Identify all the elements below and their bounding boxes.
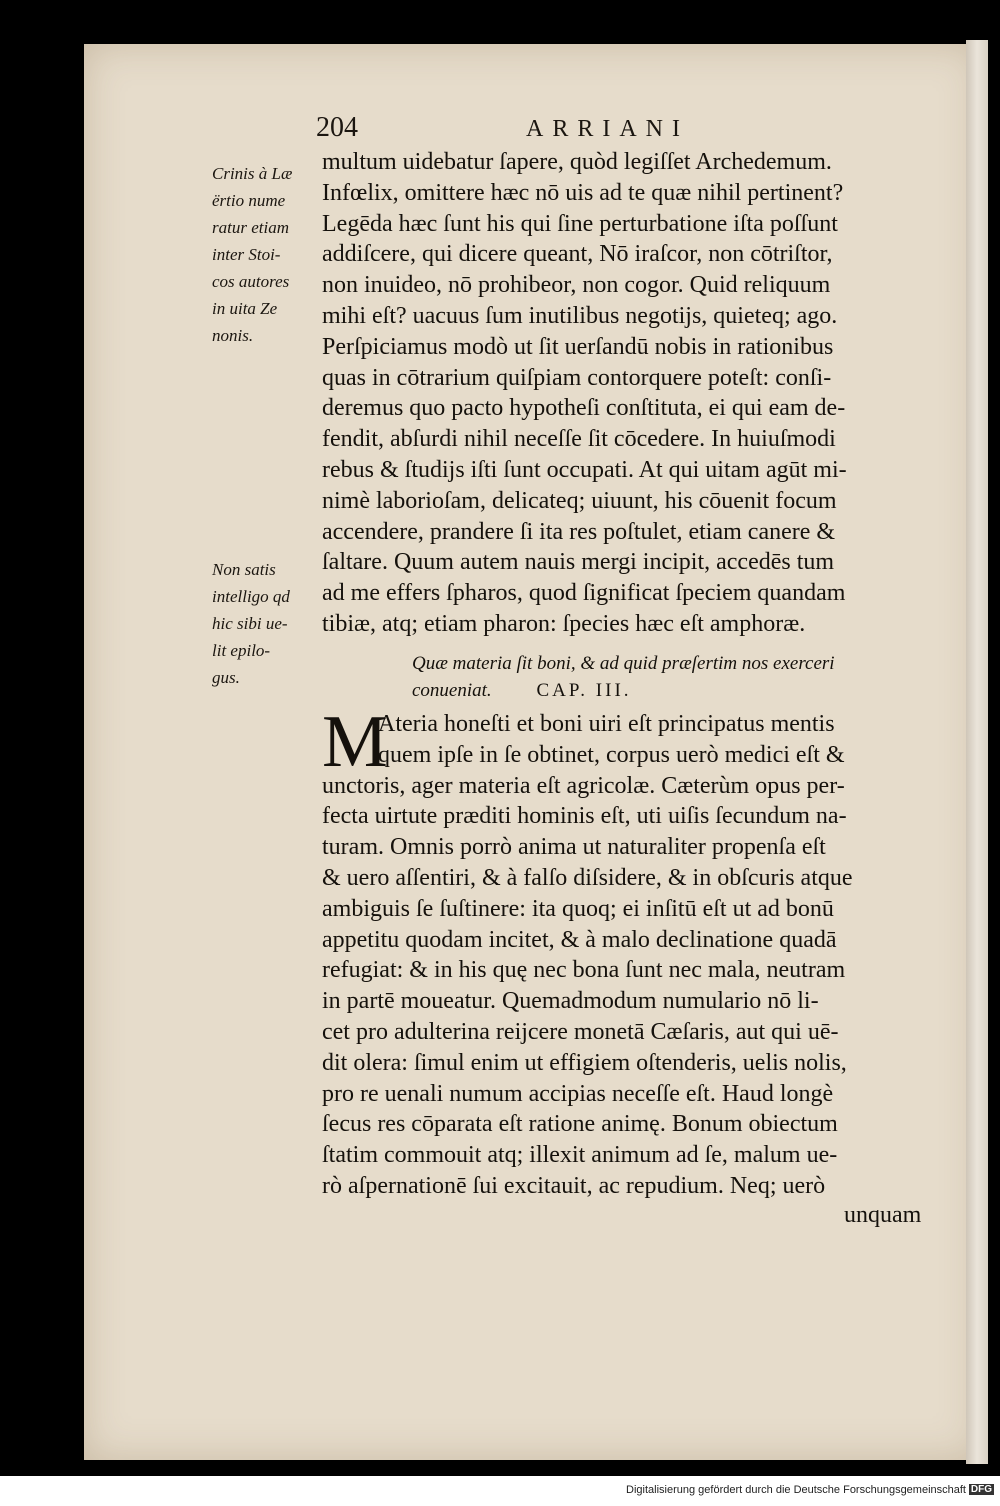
text-line: quas in cōtrarium quiſpiam contorquere poteſt: conſi- (322, 364, 832, 391)
margin-note-line: cos autores (212, 272, 290, 291)
text-line: accendere, prandere ſi ita res poſtulet, etiam canere & (322, 518, 836, 545)
text-line: ſecus res cōparata eſt ratione animę. Bonum obiectum (322, 1111, 838, 1138)
text-line: refugiat: & in his quę nec bona ſunt nec mala, neutram (322, 957, 846, 984)
text-line: ſaltare. Quum autem nauis mergi incipit, accedēs tum (322, 549, 835, 576)
text-line: tibiæ, atq; etiam pharon: ſpecies hæc eſt amphoræ. (322, 610, 806, 637)
text-line: fecta uirtute præditi hominis eſt, uti uiſis ſecundum na- (322, 803, 847, 830)
drop-cap-initial: M (322, 701, 388, 783)
text-line: rebus & ſtudijs iſti ſunt occupati. At qui uitam agūt mi- (322, 456, 847, 483)
text-line: ambiguis ſe ſuſtinere: ita quoq; ei inſitū eſt ut ad bonū (322, 895, 834, 922)
page-number: 204 (316, 112, 358, 143)
text-line: unctoris, ager materia eſt agricolæ. Cæterùm opus per- (322, 772, 845, 799)
chapter-text (322, 701, 948, 1202)
catchword: unquam (844, 1202, 922, 1228)
page-header (316, 112, 776, 148)
text-line: Ateria honeſti et boni uiri eſt principatus mentis (378, 711, 835, 737)
text-line: & uero aſſentiri, & à falſo diſsidere, & in obſcuris atque (322, 864, 853, 891)
chapter-title-line-2 (412, 677, 882, 704)
text-line: Legēda hæc ſunt his qui ſine perturbatione iſta poſſunt (322, 210, 838, 237)
text-line: addiſcere, qui dicere queant, Nō iraſcor, non cōtriſtor, (322, 241, 833, 268)
margin-note-line: hic sibi ue- (212, 614, 288, 633)
text-line: mihi eſt? uacuus ſum inutilibus negotijs, quieteq; ago. (322, 302, 838, 329)
main-text (322, 147, 944, 640)
text-line: nimè laborioſam, delicateq; uiuunt, his cōuenit focum (322, 487, 837, 514)
chapter-label: CAP. III. (536, 680, 632, 701)
margin-note-line: gus. (212, 668, 240, 687)
text-line: Perſpiciamus modò ut ſit uerſandū nobis in rationibus (322, 333, 834, 360)
margin-note-line: ërtio nume (212, 191, 286, 210)
margin-note-line: Non satis (212, 560, 276, 579)
margin-note-1 (212, 160, 322, 349)
text-line: turam. Omnis porrò anima ut naturaliter propenſa eſt (322, 834, 826, 861)
text-line: Infœlix, omittere hæc nō uis ad te quæ nihil pertinent? (322, 179, 844, 206)
text-line: ſtatim commouit atq; illexit animum ad ſe, malum ue- (322, 1142, 838, 1169)
margin-note-line: Crinis à Læ (212, 164, 293, 183)
funding-notice: Digitalisierung gefördert durch die Deutsche Forschungsgemeinschaft (626, 1484, 966, 1496)
text-line: rò aſpernationē ſui excitauit, ac repudium. Neq; uerò (322, 1172, 826, 1199)
text-line: dit olera: ſimul enim ut effigiem oſtenderis, uelis nolis, (322, 1049, 847, 1076)
text-line: multum uidebatur ſapere, quòd legiſſet Archedemum. (322, 149, 832, 175)
chapter-title (412, 650, 882, 704)
margin-note-2 (212, 556, 322, 691)
text-line: cet pro adulterina reijcere monetā Cæſaris, aut qui uē- (322, 1018, 839, 1045)
chapter-title-line: conueniat. (412, 680, 492, 701)
text-line: fendit, abſurdi nihil neceſſe ſit cōcedere. In huiuſmodi (322, 426, 836, 453)
text-line: quem ipſe in ſe obtinet, corpus uerò medici eſt & (378, 741, 845, 768)
page-edge (966, 40, 988, 1464)
text-line: non inuideo, nō prohibeor, non cogor. Quid reliquum (322, 272, 831, 299)
running-title: ARRIANI (526, 116, 689, 142)
text-line: deremus quo pacto hypotheſi conſtituta, ei qui eam de- (322, 395, 846, 422)
chapter-title-line: Quæ materia ſit boni, & ad quid præſertim nos exerceri (412, 653, 835, 674)
footer-bar (0, 1476, 1000, 1506)
text-line: appetitu quodam incitet, & à malo declinatione quadā (322, 926, 837, 953)
margin-note-line: in uita Ze (212, 299, 278, 318)
margin-note-line: ratur etiam (212, 218, 289, 237)
text-line: ad me effers ſpharos, quod ſignificat ſpeciem quandam (322, 580, 846, 607)
text-line: pro re uenali numum accipias neceſſe eſt. Haud longè (322, 1080, 834, 1107)
margin-note-line: inter Stoi- (212, 245, 281, 264)
text-line: in partē moueatur. Quemadmodum numulario nō li- (322, 988, 819, 1015)
margin-note-line: nonis. (212, 326, 254, 345)
dfg-logo: DFG (970, 1484, 992, 1495)
margin-note-line: intelligo qd (212, 587, 290, 606)
margin-note-line: lit epilo- (212, 641, 271, 660)
